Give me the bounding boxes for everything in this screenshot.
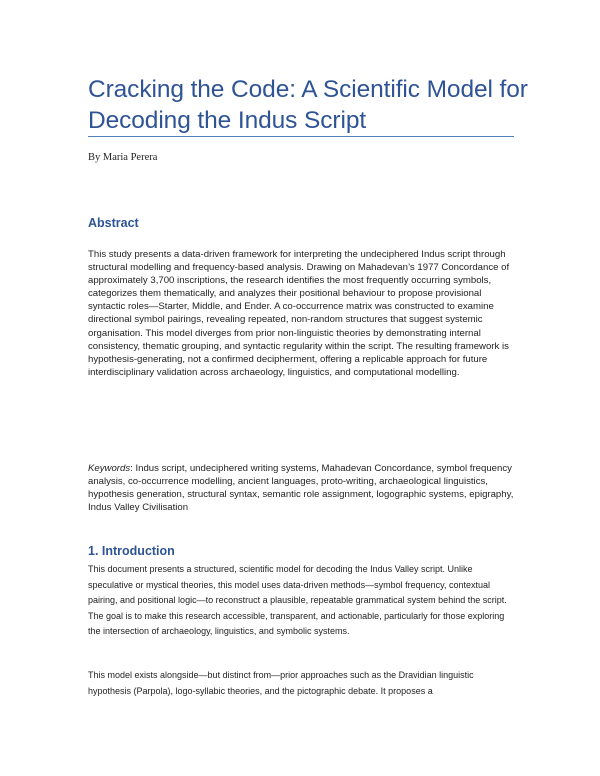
keywords-label: Keywords xyxy=(88,463,131,474)
paper-title: Cracking the Code: A Scientific Model for Decoding the Indus Script xyxy=(88,76,528,134)
introduction-paragraph-1: This document presents a structured, scientific model for decoding the Indus Valley script. Unlike speculative or mystical theories, this model uses data-driven methods—symbol frequency, contextual pairing, and positional logic—to reconstruct a plausible, repeatable grammatical system behind the script. The goal is to make this research accessible, transparent, and actionable, particularly for those exploring the intersection of archaeology, linguistics, and symbolic systems. xyxy=(88,564,507,637)
introduction-heading: 1. Introduction xyxy=(88,544,175,558)
keywords-paragraph xyxy=(88,462,518,514)
abstract-heading: Abstract xyxy=(88,216,139,230)
title-divider xyxy=(88,136,514,137)
author-byline: By Maria Perera xyxy=(88,152,158,163)
abstract-paragraph: This study presents a data-driven framework for interpreting the undeciphered Indus script through structural modelling and frequency-based analysis. Drawing on Mahadevan’s 1977 Concordance of approximately 3,700 inscriptions, the research identifies the most frequently occurring symbols, categorizes them thematically, and analyzes their positional behaviour to propose provisional syntactic roles—Starter, Middle, and Ender. A co-occurrence matrix was constructed to examine directional symbol pairings, revealing repeated, non-random structures that suggest systemic organisation. This model diverges from prior non-linguistic theories by demonstrating internal consistency, thematic grouping, and syntactic regularity within the script. The resulting framework is hypothesis-generating, not a confirmed decipherment, offering a replicable approach for future interdisciplinary validation across archaeology, linguistics, and computational modelling. xyxy=(88,249,510,378)
introduction-paragraph-2: This model exists alongside—but distinct from—prior approaches such as the Dravidian linguistic hypothesis (Parpola), logo-syllabic theories, and the pictographic debate. It proposes a xyxy=(88,670,474,696)
keywords-list: : Indus script, undeciphered writing systems, Mahadevan Concordance, symbol frequency analysis, co-occurrence modelling, ancient languages, proto-writing, archaeological linguistics, hypothesis generation, structural syntax, semantic role assignment, logographic systems, epigraphy, Indus Valley Civilisation xyxy=(88,463,514,514)
